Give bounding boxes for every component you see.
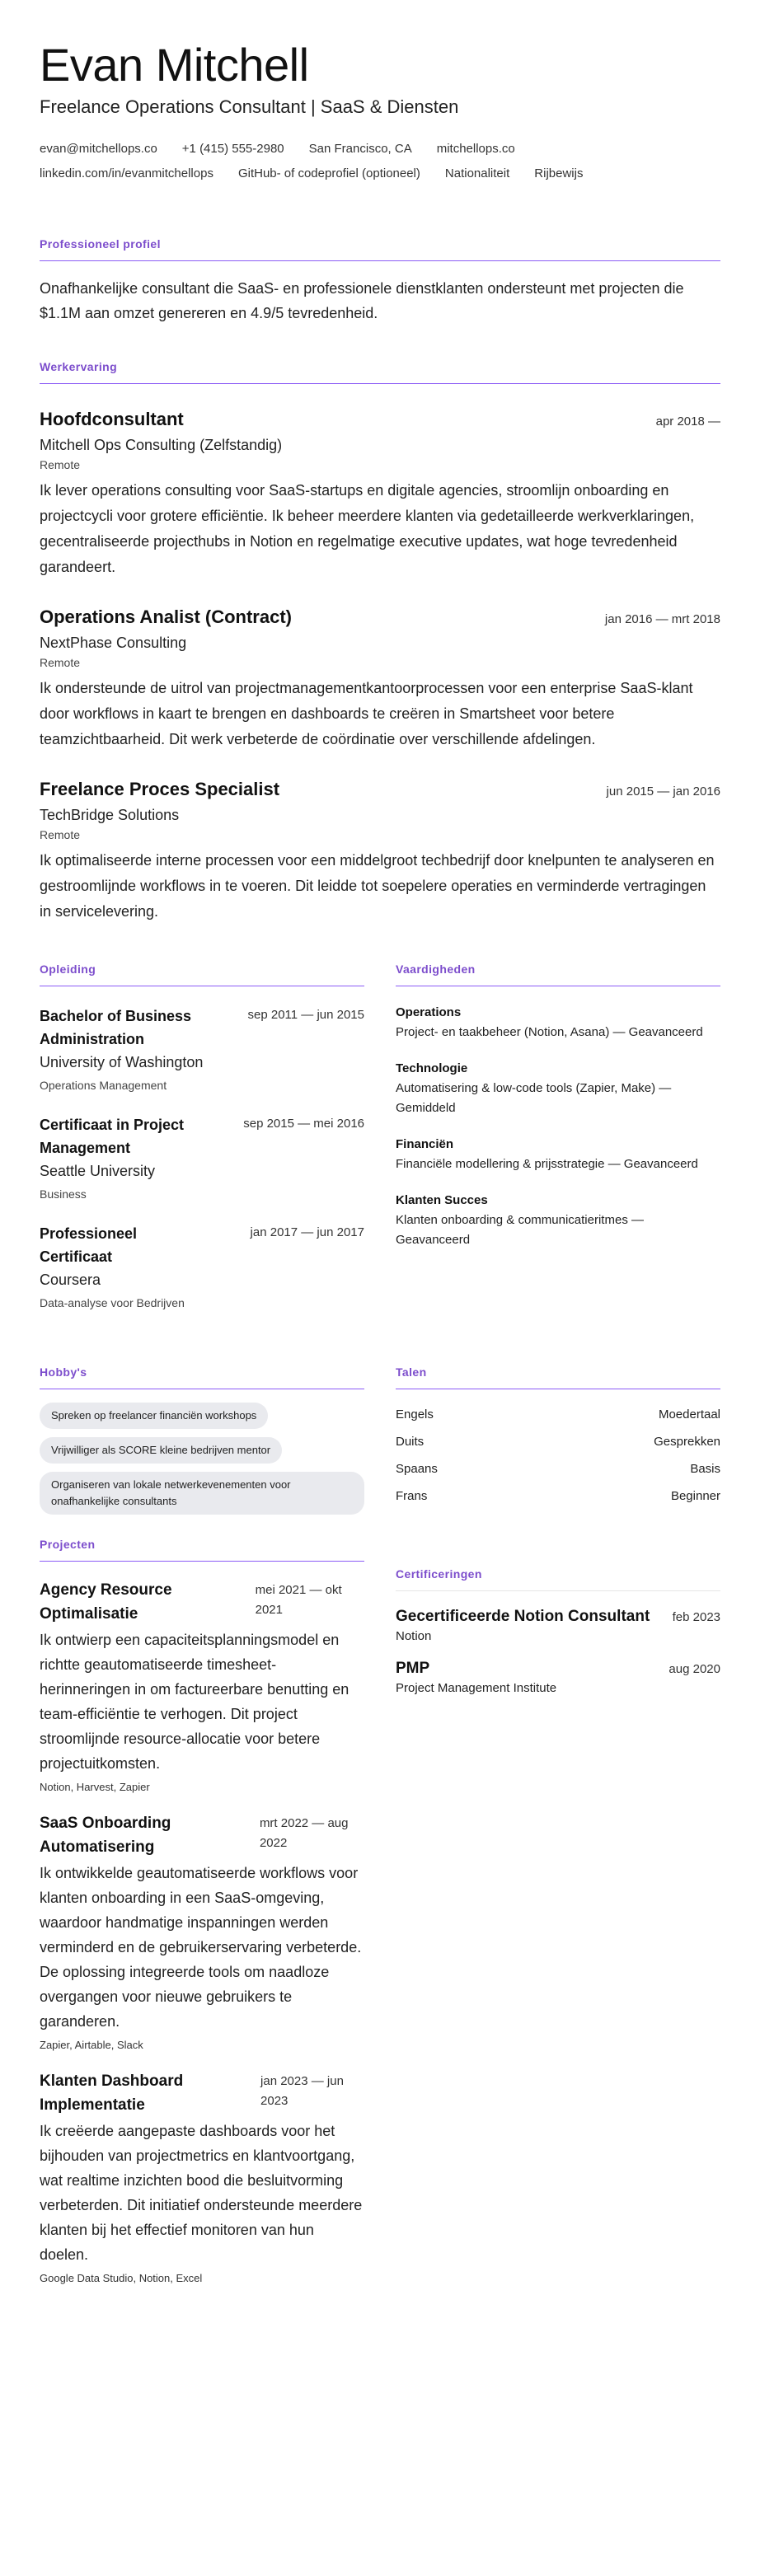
education-school: Seattle University bbox=[40, 1163, 156, 1179]
language-name: Spaans bbox=[396, 1462, 438, 1476]
education-skills-row bbox=[40, 962, 720, 1313]
skill-detail: Financiële modellering & prijsstrategie — Geavanceerd bbox=[396, 1157, 698, 1171]
candidate-headline: Freelance Operations Consultant | SaaS & Diensten bbox=[40, 96, 459, 117]
certification-title: Gecertificeerde Notion Consultant bbox=[396, 1608, 650, 1625]
language-row bbox=[396, 1482, 720, 1510]
job-entry bbox=[40, 607, 720, 752]
education-date: jan 2017 — jun 2017 bbox=[250, 1225, 364, 1239]
resume-header bbox=[40, 38, 720, 186]
section-title-hobbies: Hobby's bbox=[40, 1365, 364, 1389]
job-date: jan 2016 — mrt 2018 bbox=[604, 612, 720, 626]
education-title: Certificaat in Project Management bbox=[40, 1117, 185, 1156]
skill-entry bbox=[396, 1059, 720, 1118]
section-title-education: Opleiding bbox=[40, 962, 364, 986]
skill-detail: Project- en taakbeheer (Notion, Asana) — Geavanceerd bbox=[396, 1025, 703, 1039]
certifications-section bbox=[396, 1538, 720, 2284]
project-description: Ik creëerde aangepaste dashboards voor het bijhouden van projectmetrics en klantvoortgang, wat realtime inzichten bood die besluitvorming verbeterden. Dit initiatief ondersteunde meerdere klanten bij het effectief monitoren van hun doelen. bbox=[40, 2123, 363, 2263]
job-title: Freelance Proces Specialist bbox=[40, 779, 280, 799]
skill-detail: Automatisering & low-code tools (Zapier, Make) — Gemiddeld bbox=[396, 1081, 672, 1115]
hobbies-section bbox=[40, 1365, 364, 1515]
education-field: Business bbox=[40, 1187, 87, 1201]
hobbies-languages-row bbox=[40, 1365, 720, 1515]
job-date: apr 2018 — bbox=[655, 415, 720, 429]
education-entry bbox=[40, 1113, 364, 1204]
job-title: Operations Analist (Contract) bbox=[40, 607, 292, 627]
project-title: SaaS Onboarding Automatisering bbox=[40, 1815, 171, 1856]
skill-name: Financiën bbox=[396, 1137, 454, 1151]
projects-certifications-row bbox=[40, 1538, 720, 2284]
language-list bbox=[396, 1401, 720, 1510]
contact-info bbox=[40, 137, 720, 186]
skill-entry bbox=[396, 1135, 720, 1174]
language-row bbox=[396, 1401, 720, 1428]
project-description: Ik ontwikkelde geautomatiseerde workflows voor klanten onboarding in een SaaS-omgeving, waardoor handmatige inspanningen werden verminderd en de gebruikerservaring verbeterde. De oplossing integreerde tools om naadloze overgangen voor nieuwe gebruikers te garanderen. bbox=[40, 1865, 362, 2030]
languages-section bbox=[396, 1365, 720, 1515]
project-entry bbox=[40, 1811, 364, 2051]
profile-summary: Onafhankelijke consultant die SaaS- en professionele dienstklanten ondersteunt met projecten die $1.1M aan omzet genereren en 4.9/5 tevredenheid. bbox=[40, 280, 684, 321]
section-title-experience: Werkervaring bbox=[40, 360, 720, 384]
skill-name: Technologie bbox=[396, 1061, 468, 1075]
project-description: Ik ontwierp een capaciteitsplanningsmodel en richtte geautomatiseerde timesheet-herinneringen in om factureerbare benutting en team-efficiëntie te verhogen. Dit project stroomlijnde resource-allocatie voor betere projectuitkomsten. bbox=[40, 1632, 350, 1772]
education-date: sep 2015 — mei 2016 bbox=[243, 1117, 364, 1131]
skills-section bbox=[396, 962, 720, 1313]
skill-detail: Klanten onboarding & communicatieritmes — Geavanceerd bbox=[396, 1213, 644, 1247]
job-location: Remote bbox=[40, 458, 81, 471]
education-entry bbox=[40, 1222, 364, 1313]
section-title-skills: Vaardigheden bbox=[396, 962, 720, 986]
project-tools: Google Data Studio, Notion, Excel bbox=[40, 2272, 203, 2284]
certification-title: PMP bbox=[396, 1660, 430, 1677]
contact-drivers-license: Rijbewijs bbox=[534, 166, 584, 180]
contact-nationality: Nationaliteit bbox=[444, 166, 510, 180]
hobby-chip: Vrijwilliger als SCORE kleine bedrijven mentor bbox=[40, 1437, 282, 1464]
job-description: Ik ondersteunde de uitrol van projectmanagementkantoorprocessen voor een enterprise SaaS-klant door workflows in kaart te brengen en dashboards te creëren in Smartsheet voor betere teamzichtbaarheid. Dit werk verbeterde de coördinatie over verschillende afdelingen. bbox=[40, 680, 693, 747]
language-name: Engels bbox=[396, 1407, 434, 1421]
section-title-certifications: Certificeringen bbox=[396, 1567, 720, 1591]
education-school: Coursera bbox=[40, 1272, 101, 1288]
project-tools: Zapier, Airtable, Slack bbox=[40, 2039, 143, 2051]
job-date: jun 2015 — jan 2016 bbox=[606, 785, 720, 799]
skill-name: Klanten Succes bbox=[396, 1193, 488, 1207]
language-level: Gesprekken bbox=[654, 1435, 720, 1449]
skill-entry bbox=[396, 1003, 720, 1042]
hobby-list bbox=[40, 1403, 364, 1515]
project-date: jan 2023 — jun 2023 bbox=[260, 2074, 344, 2108]
certification-date: feb 2023 bbox=[672, 1610, 720, 1624]
skill-name: Operations bbox=[396, 1005, 462, 1019]
education-section bbox=[40, 962, 364, 1313]
education-field: Operations Management bbox=[40, 1079, 167, 1092]
certification-issuer: Project Management Institute bbox=[396, 1681, 557, 1695]
certification-entry bbox=[396, 1660, 720, 1695]
job-company: NextPhase Consulting bbox=[40, 635, 187, 651]
section-title-languages: Talen bbox=[396, 1365, 720, 1389]
certification-entry bbox=[396, 1608, 720, 1643]
candidate-name: Evan Mitchell bbox=[40, 39, 309, 91]
education-field: Data-analyse voor Bedrijven bbox=[40, 1296, 185, 1309]
language-level: Beginner bbox=[670, 1489, 720, 1503]
section-title-profile: Professioneel profiel bbox=[40, 237, 720, 261]
job-location: Remote bbox=[40, 656, 81, 669]
job-company: Mitchell Ops Consulting (Zelfstandig) bbox=[40, 437, 283, 453]
education-school: University of Washington bbox=[40, 1054, 204, 1070]
certification-date: aug 2020 bbox=[669, 1662, 720, 1676]
language-row bbox=[396, 1455, 720, 1482]
contact-github[interactable]: GitHub- of codeprofiel (optioneel) bbox=[237, 166, 420, 180]
hobby-chip: Spreken op freelancer financiën workshops bbox=[40, 1403, 268, 1429]
project-entry bbox=[40, 1578, 364, 1793]
language-level: Moedertaal bbox=[658, 1407, 720, 1421]
projects-section bbox=[40, 1538, 364, 2284]
skill-entry bbox=[396, 1191, 720, 1250]
education-entry bbox=[40, 1005, 364, 1095]
language-row bbox=[396, 1428, 720, 1455]
experience-section bbox=[40, 360, 720, 925]
job-description: Ik optimaliseerde interne processen voor een middelgroot techbedrijf door knelpunten te analyseren en gestroomlijnde workflows in te voeren. Dit leidde tot soepelere operaties en verminderde vertragingen in servicelevering. bbox=[40, 852, 715, 920]
project-date: mei 2021 — okt 2021 bbox=[255, 1583, 342, 1617]
project-title: Klanten Dashboard Implementatie bbox=[40, 2073, 184, 2114]
certification-issuer: Notion bbox=[396, 1629, 432, 1643]
language-level: Basis bbox=[690, 1462, 720, 1476]
contact-linkedin[interactable]: linkedin.com/in/evanmitchellops bbox=[40, 166, 213, 180]
job-entry bbox=[40, 409, 720, 580]
job-description: Ik lever operations consulting voor SaaS-startups en digitale agencies, stroomlijn onboarding en projectcycli voor grotere efficiëntie. Ik beheer meerdere klanten via gedetailleerde werkverklaringen, gecentraliseerde projecthubs in Notion en regelmatige executive updates, wat hoge tevredenheid garandeert. bbox=[40, 482, 695, 575]
job-entry bbox=[40, 779, 720, 925]
contact-location: San Francisco, CA bbox=[308, 142, 412, 156]
project-title: Agency Resource Optimalisatie bbox=[40, 1581, 172, 1623]
contact-email[interactable]: evan@mitchellops.co bbox=[40, 142, 157, 156]
education-title: Bachelor of Business Administration bbox=[40, 1008, 192, 1047]
education-date: sep 2011 — jun 2015 bbox=[247, 1008, 364, 1022]
section-title-projects: Projecten bbox=[40, 1538, 364, 1562]
job-location: Remote bbox=[40, 828, 81, 841]
language-name: Duits bbox=[396, 1435, 425, 1449]
profile-section bbox=[40, 237, 720, 326]
project-entry bbox=[40, 2069, 364, 2284]
hobby-chip: Organiseren van lokale netwerkevenementen voor onafhankelijke consultants bbox=[40, 1472, 364, 1515]
job-title: Hoofdconsultant bbox=[40, 409, 184, 429]
education-title: Professioneel Certificaat bbox=[40, 1225, 138, 1265]
project-date: mrt 2022 — aug 2022 bbox=[259, 1816, 349, 1850]
language-name: Frans bbox=[396, 1489, 428, 1503]
contact-website[interactable]: mitchellops.co bbox=[436, 142, 515, 156]
project-tools: Notion, Harvest, Zapier bbox=[40, 1781, 150, 1793]
contact-phone[interactable]: +1 (415) 555-2980 bbox=[181, 142, 284, 156]
job-company: TechBridge Solutions bbox=[40, 807, 180, 823]
